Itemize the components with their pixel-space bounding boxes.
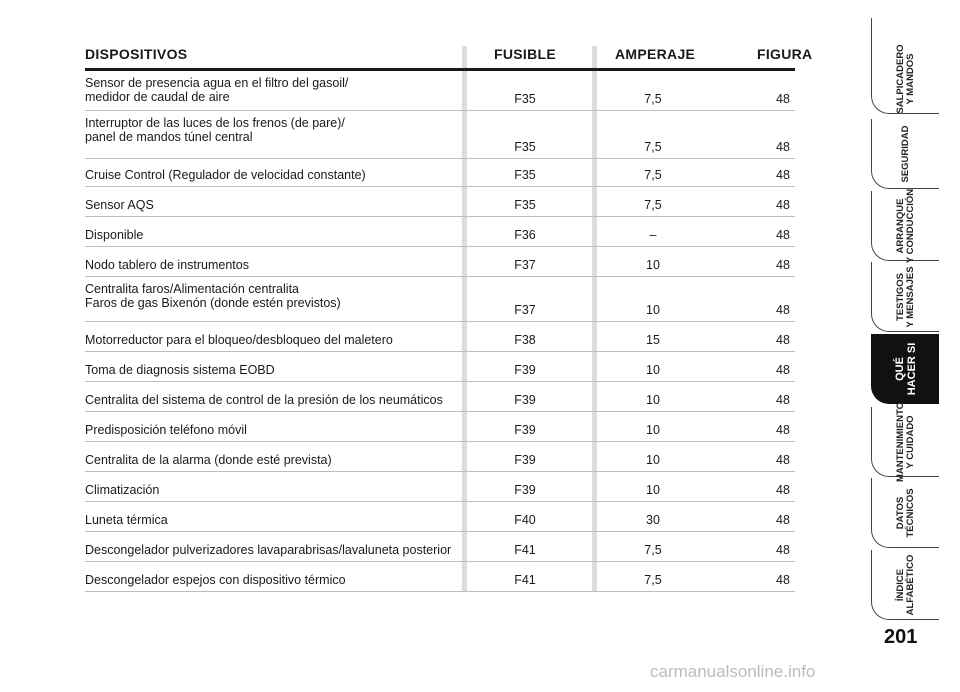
fuse-cell: F39 (514, 393, 536, 407)
device-description (85, 198, 465, 212)
figure-cell: 48 (776, 258, 790, 272)
device-description (85, 543, 465, 557)
device-description (85, 393, 465, 407)
amperage-cell: 7,5 (644, 573, 662, 587)
sidebar-top-line (871, 18, 872, 44)
device-description (85, 76, 465, 104)
fuse-cell: F38 (514, 333, 536, 347)
watermark: carmanualsonline.info (650, 662, 816, 681)
fuse-cell: F39 (514, 363, 536, 377)
sidebar-tab[interactable] (871, 44, 939, 114)
device-description (85, 573, 465, 587)
amperage-cell: 10 (646, 258, 660, 272)
device-description (85, 483, 465, 497)
figure-cell: 48 (776, 573, 790, 587)
figure-cell: 48 (776, 140, 790, 154)
table-row (85, 352, 795, 382)
device-description (85, 513, 465, 527)
amperage-cell: 10 (646, 453, 660, 467)
fuse-cell: F39 (514, 453, 536, 467)
device-description-line: Climatización (85, 483, 160, 497)
sidebar-tab-label-line: ALFABÉTICO (904, 554, 916, 615)
device-description (85, 333, 465, 347)
sidebar-tab-label-line: QUÉ (893, 356, 906, 381)
figure-cell: 48 (776, 92, 790, 106)
amperage-cell: 7,5 (644, 140, 662, 154)
fuse-cell: F35 (514, 168, 536, 182)
sidebar-tab-label-line: TESTIGOS (894, 272, 906, 321)
device-description (85, 168, 465, 182)
figure-cell: 48 (776, 543, 790, 557)
figure-cell: 48 (776, 513, 790, 527)
device-description (85, 363, 465, 377)
table-row (85, 502, 795, 532)
figure-cell: 48 (776, 393, 790, 407)
device-description-line: Sensor de presencia agua en el filtro del gasoil/ (85, 76, 349, 90)
fuse-cell: F37 (514, 258, 536, 272)
device-description-line: Nodo tablero de instrumentos (85, 258, 249, 272)
amperage-cell: 10 (646, 303, 660, 317)
amperage-cell: 10 (646, 483, 660, 497)
figure-cell: 48 (776, 453, 790, 467)
device-description (85, 228, 465, 242)
header-devices: DISPOSITIVOS (85, 46, 188, 62)
sidebar-tab-label (896, 401, 916, 481)
sidebar-tab-label (896, 266, 916, 327)
amperage-cell: 30 (646, 513, 660, 527)
sidebar-tab-label-line: ARRANQUE (894, 198, 906, 253)
device-description-line: Centralita de la alarma (donde esté prevista) (85, 453, 332, 467)
amperage-cell: 7,5 (644, 168, 662, 182)
figure-cell: 48 (776, 363, 790, 377)
device-description-line: Cruise Control (Regulador de velocidad constante) (85, 168, 366, 182)
fuse-cell: F35 (514, 198, 536, 212)
device-description-line: Descongelador espejos con dispositivo térmico (85, 573, 346, 587)
device-description-line: Faros de gas Bixenón (donde estén previstos) (85, 296, 341, 310)
table-row (85, 187, 795, 217)
sidebar-tab-label-line: SEGURIDAD (899, 124, 911, 183)
fuse-cell: F41 (514, 573, 536, 587)
device-description (85, 423, 465, 437)
amperage-cell: 15 (646, 333, 660, 347)
header-figure: FIGURA (757, 46, 813, 62)
device-description-line: Sensor AQS (85, 198, 154, 212)
figure-cell: 48 (776, 303, 790, 317)
device-description-line: panel de mandos túnel central (85, 130, 253, 144)
amperage-cell: 7,5 (644, 92, 662, 106)
sidebar-tab-label-line: Y CUIDADO (904, 414, 916, 469)
fuse-cell: F39 (514, 483, 536, 497)
page-number: 201 (884, 626, 918, 648)
table-row (85, 217, 795, 247)
fuse-cell: F35 (514, 92, 536, 106)
sidebar-tab[interactable] (871, 334, 939, 404)
header-amperage: AMPERAJE (615, 46, 696, 62)
figure-cell: 48 (776, 423, 790, 437)
table-row (85, 277, 795, 322)
fuse-cell: F39 (514, 423, 536, 437)
figure-cell: 48 (776, 228, 790, 242)
sidebar-tab-label-line: Y CONDUCCIÓN (904, 188, 916, 263)
device-description-line: Toma de diagnosis sistema EOBD (85, 363, 275, 377)
sidebar-tab-label-line: Y MENSAJES (904, 265, 916, 328)
amperage-cell: 7,5 (644, 543, 662, 557)
sidebar-tab[interactable] (871, 401, 939, 482)
fuse-cell: F35 (514, 140, 536, 154)
device-description (85, 116, 465, 144)
sidebar-tab-label-line: HACER SI (905, 342, 918, 395)
sidebar-tab[interactable] (871, 119, 939, 189)
table-row (85, 442, 795, 472)
device-description-line: medidor de caudal de aire (85, 90, 230, 104)
figure-cell: 48 (776, 333, 790, 347)
sidebar-tab-label (896, 188, 916, 262)
fuse-cell: F41 (514, 543, 536, 557)
sidebar-tab-label (901, 125, 911, 182)
table-row (85, 71, 795, 111)
amperage-cell: 7,5 (644, 198, 662, 212)
amperage-cell: 10 (646, 363, 660, 377)
table-row (85, 532, 795, 562)
table-row (85, 562, 795, 592)
fuse-cell: F36 (514, 228, 536, 242)
amperage-cell: 10 (646, 423, 660, 437)
device-description (85, 258, 465, 272)
sidebar-tab[interactable] (871, 188, 939, 263)
figure-cell: 48 (776, 483, 790, 497)
table-row (85, 472, 795, 502)
table-row (85, 382, 795, 412)
device-description (85, 453, 465, 467)
amperage-cell: 10 (646, 393, 660, 407)
table-row (85, 247, 795, 277)
header-fuse: FUSIBLE (494, 46, 556, 62)
sidebar-tab[interactable] (871, 550, 939, 620)
table-row (85, 412, 795, 442)
device-description-line: Luneta térmica (85, 513, 168, 527)
sidebar-tab-label-line: Y MANDOS (904, 52, 916, 105)
device-description-line: Disponible (85, 228, 144, 242)
sidebar-tab[interactable] (871, 478, 939, 548)
row-divider (85, 591, 795, 592)
amperage-cell: – (649, 228, 657, 242)
fuse-cell: F37 (514, 303, 536, 317)
sidebar-tab-label (896, 488, 916, 537)
sidebar-tab-label (894, 342, 918, 395)
sidebar-tab-label (896, 44, 916, 113)
sidebar-tab-label (896, 554, 916, 615)
sidebar-tab[interactable] (871, 262, 939, 332)
sidebar-tab-label-line: ÍNDICE (894, 568, 906, 601)
device-description-line: Predisposición teléfono móvil (85, 423, 247, 437)
device-description (85, 282, 465, 310)
table-row (85, 322, 795, 352)
table-row (85, 111, 795, 159)
figure-cell: 48 (776, 198, 790, 212)
sidebar-tab-label-line: MANTENIMIENTO (894, 401, 906, 482)
table-row (85, 159, 795, 187)
device-description-line: Interruptor de las luces de los frenos (de pare)/ (85, 116, 345, 130)
sidebar-tab-label-line: DATOS (894, 496, 906, 529)
fuse-cell: F40 (514, 513, 536, 527)
device-description-line: Centralita del sistema de control de la presión de los neumáticos (85, 393, 443, 407)
figure-cell: 48 (776, 168, 790, 182)
sidebar-tab-label-line: SALPICADERO (894, 43, 906, 114)
device-description-line: Descongelador pulverizadores lavaparabrisas/lavaluneta posterior (85, 543, 452, 557)
device-description-line: Centralita faros/Alimentación centralita (85, 282, 299, 296)
device-description-line: Motorreductor para el bloqueo/desbloqueo del maletero (85, 333, 393, 347)
sidebar-tab-label-line: TÉCNICOS (904, 487, 916, 538)
